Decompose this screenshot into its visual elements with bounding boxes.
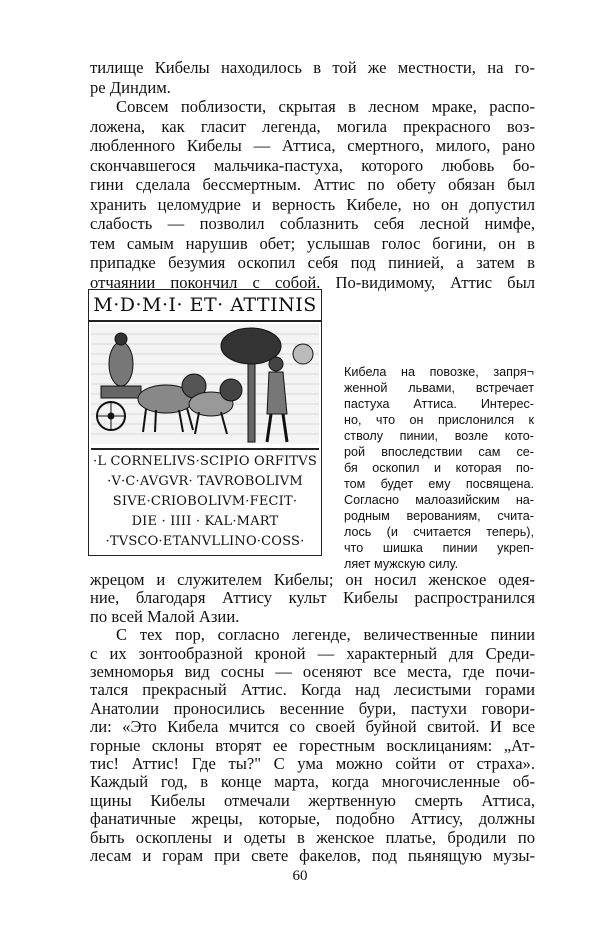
- text-line: припадке безумия оскопил себя под пинией, а затем в: [90, 253, 535, 272]
- text-line: лесам и горам при свете факелов, под пьянящую музы-: [90, 846, 535, 865]
- text-line: жрецом и служителем Кибелы; он носил женское одея-: [90, 570, 535, 589]
- inscription-line: ·V·C·AVGVR· TAVROBOLIVM: [107, 474, 303, 489]
- caption-line: том будет ему посвящена.: [344, 477, 534, 491]
- text-line: ли: «Это Кибела мчится со своей буйной свитой. И все: [90, 717, 535, 737]
- text-line: скончавшегося мальчика-пастуха, которого любовь бо-: [90, 155, 535, 175]
- text-line: Совсем поблизости, скрытая в лесном мраке, распо-: [116, 97, 535, 116]
- caption-line: женной львами, встречает: [344, 381, 534, 395]
- caption-line: стволу пинии, возле кото-: [344, 429, 534, 443]
- text-line: Каждый год, в конце марта, когда многочисленные об-: [90, 772, 535, 792]
- caption-line: родным верованиям, счита-: [344, 509, 534, 523]
- inscription-line: ·TVSCO·ETANVLLINO·COSS·: [105, 534, 305, 549]
- text-line: быть оскоплены и одеты в женское платье, бродили по: [90, 827, 535, 847]
- caption-line: лось (и считается теперь),: [344, 525, 534, 539]
- text-line: тался прекрасный Аттис. Когда над лесистыми горами: [90, 680, 535, 700]
- text-line: тис! Аттис! Где ты?" С ума можно сойти от страха».: [90, 754, 535, 773]
- text-line: Анатолии проносились весенние бури, пастухи говори-: [90, 698, 535, 718]
- caption-line: пастуха Аттиса. Интерес-: [344, 397, 534, 411]
- inscription-line: SIVE·CRIOBOLIVM·FECIT·: [112, 494, 298, 509]
- text-line: с их зонтообразной кроной — характерный для Среди-: [90, 643, 535, 663]
- text-line: ложена, как гласит легенда, могила прекрасного воз-: [90, 116, 535, 136]
- inscription-line: DIE · IIII · KAL·MART: [131, 514, 279, 529]
- text-line: фанатичные жрецы, которые, подобно Аттису, должны: [90, 809, 535, 829]
- text-line: земноморья вид сосны — осеняют все места, где почи-: [90, 662, 535, 681]
- relief-figure: [88, 289, 322, 556]
- text-line: гини сделала бессмертным. Аттис по обету обязан был: [90, 175, 535, 194]
- text-line: слабость — позволил соблазнить себя лесной нимфе,: [90, 214, 535, 233]
- text-line: отчаянии покончил с собой. По-видимому, Аттис был: [90, 272, 535, 292]
- text-line: тилище Кибелы находилось в той же местности, на го-: [90, 58, 535, 77]
- caption-line: бя оскопил и которая по-: [344, 461, 534, 475]
- inscription-line: ·L CORNELIVS·SCIPIO ORFITVS: [93, 454, 317, 469]
- caption-line: ляет мужскую силу.: [344, 557, 459, 571]
- text-line: ние, благодаря Аттису культ Кибелы распространился: [90, 588, 535, 608]
- text-line: С тех пор, согласно легенде, величественные пинии: [116, 625, 535, 645]
- page-number: 60: [292, 868, 308, 884]
- text-line: горные склоны вторят ее горестным восклицаниям: „Ат-: [90, 735, 535, 755]
- text-line: ре Диндим.: [90, 77, 171, 97]
- inscription-block: [91, 448, 319, 554]
- text-line: хранить целомудрие и верность Кибеле, но он допустил: [90, 194, 535, 214]
- text-line: любленного Кибелы — Аттиса, смертного, милого, рано: [90, 136, 535, 155]
- caption-line: что шишка пинии укреп-: [344, 541, 534, 555]
- caption-line: Согласно малоазийским на-: [344, 493, 534, 507]
- text-line: по всей Малой Азии.: [90, 606, 240, 626]
- inscription-title: M·D·M·I· ET· ATTINIS: [89, 290, 321, 322]
- text-line: тем самым нарушив обет; услышав голос богини, он в: [90, 233, 535, 253]
- caption-line: Кибела на повозке, запря¬: [344, 365, 534, 379]
- text-line: щины Кибелы отмечали жертвенную смерть Аттиса,: [90, 790, 535, 810]
- caption-line: но, что он прислонился к: [344, 413, 534, 427]
- caption-line: рой впоследствии сам се-: [344, 445, 534, 459]
- relief-engraving: [91, 324, 319, 444]
